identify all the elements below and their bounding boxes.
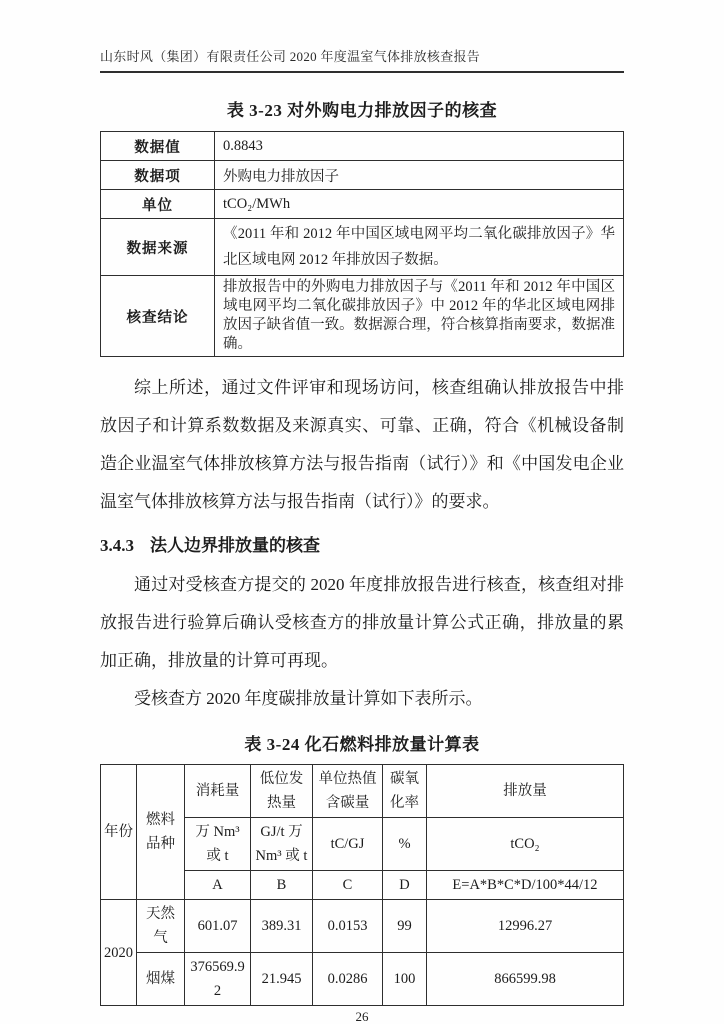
- value-cell: 21.945: [251, 953, 313, 1006]
- col-unit: tCO₂: [427, 818, 624, 871]
- value-cell: 866599.98: [427, 953, 624, 1006]
- year-cell: 2020: [101, 900, 137, 1006]
- col-header: 排放量: [427, 765, 624, 818]
- col-header: 单位热值含碳量: [313, 765, 383, 818]
- col-code: A: [185, 871, 251, 900]
- col-unit: tC/GJ: [313, 818, 383, 871]
- col-code: C: [313, 871, 383, 900]
- col-header: 碳氧化率: [383, 765, 427, 818]
- table-row: [101, 190, 624, 219]
- data-row-coal: [101, 953, 624, 1006]
- col-unit: 万 Nm³ 或 t: [185, 818, 251, 871]
- col-code: B: [251, 871, 313, 900]
- row-value: 外购电力排放因子: [215, 161, 624, 190]
- row-label: 核查结论: [101, 276, 215, 357]
- table-row: [101, 219, 624, 276]
- table-323-title: 表 3-23 对外购电力排放因子的核查: [226, 101, 498, 120]
- row-value: tCO₂/MWh: [215, 190, 624, 219]
- col-header: 消耗量: [185, 765, 251, 818]
- col-header-fuel: 燃料品种: [137, 765, 185, 900]
- value-cell: 99: [383, 900, 427, 953]
- section-title: 法人边界排放量的核查: [150, 536, 320, 555]
- row-label: 数据来源: [101, 219, 215, 276]
- table-row: [101, 276, 624, 357]
- page-header: [100, 46, 624, 73]
- header-row-names: [101, 765, 624, 818]
- row-value: 《2011 年和 2012 年中国区域电网平均二氧化碳排放因子》华北区域电网 2012 年排放因子数据。: [215, 219, 624, 276]
- col-header-year: 年份: [101, 765, 137, 900]
- page-number: 26: [355, 1009, 369, 1024]
- table-intro-paragraph: 受核查方 2020 年度碳排放量计算如下表所示。: [134, 689, 483, 708]
- value-cell: 12996.27: [427, 900, 624, 953]
- row-label: 单位: [101, 190, 215, 219]
- col-code-formula: E=A*B*C*D/100*44/12: [427, 871, 624, 900]
- col-unit: %: [383, 818, 427, 871]
- report-title: 山东时风（集团）有限责任公司 2020 年度温室气体排放核查报告: [100, 49, 481, 64]
- row-label: 数据项: [101, 161, 215, 190]
- value-cell: 389.31: [251, 900, 313, 953]
- row-value: 排放报告中的外购电力排放因子与《2011 年和 2012 年中国区域电网平均二氧化碳排放因子》中 2012 年的华北区域电网排放因子缺省值一致。数据源合理，符合核算指南要求，数据准确。: [215, 276, 624, 357]
- value-cell: 100: [383, 953, 427, 1006]
- col-header: 低位发热量: [251, 765, 313, 818]
- value-cell: 0.0286: [313, 953, 383, 1006]
- table-324-title: 表 3-24 化石燃料排放量计算表: [244, 735, 480, 754]
- summary-paragraph: 综上所述，通过文件评审和现场访问，核查组确认排放报告中排放因子和计算系数数据及来源真实、可靠、正确，符合《机械设备制造企业温室气体排放核算方法与报告指南（试行）》和《中国发电企业温室气体排放核算方法与报告指南（试行）》的要求。: [100, 378, 624, 511]
- fuel-cell: 天然气: [137, 900, 185, 953]
- col-unit: GJ/t 万 Nm³ 或 t: [251, 818, 313, 871]
- row-value: 0.8843: [215, 132, 624, 161]
- emission-verification-paragraph: 通过对受核查方提交的 2020 年度排放报告进行核查，核查组对排放报告进行验算后确认受核查方的排放量计算公式正确，排放量的累加正确，排放量的计算可再现。: [100, 575, 624, 670]
- data-row-natural-gas: [101, 900, 624, 953]
- table-323-purchased-electricity-factor: [100, 131, 624, 357]
- value-cell: 0.0153: [313, 900, 383, 953]
- value-cell: 601.07: [185, 900, 251, 953]
- table-row: [101, 161, 624, 190]
- table-324-fossil-fuel-emissions: [100, 764, 624, 1006]
- row-label: 数据值: [101, 132, 215, 161]
- value-cell: 376569.92: [185, 953, 251, 1006]
- table-row: [101, 132, 624, 161]
- section-number: 3.4.3: [100, 536, 134, 555]
- fuel-cell: 烟煤: [137, 953, 185, 1006]
- section-heading-343: [100, 530, 624, 562]
- col-code: D: [383, 871, 427, 900]
